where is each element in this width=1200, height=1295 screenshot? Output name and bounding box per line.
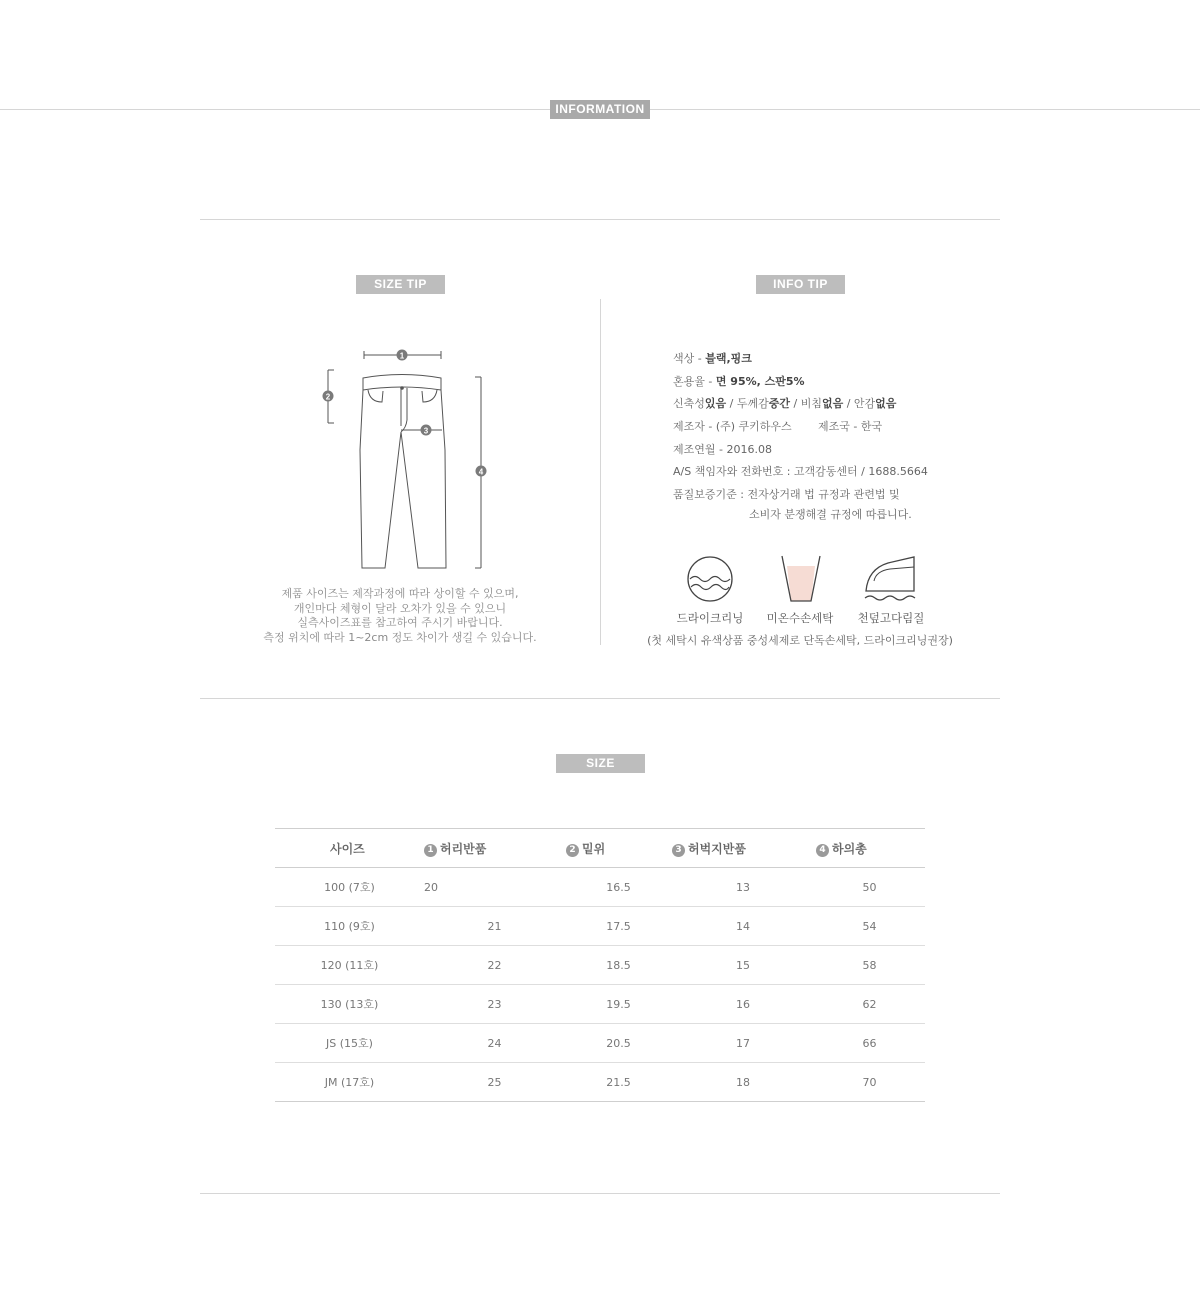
svg-text:1: 1 [399, 351, 405, 361]
cell-thigh: 18 [672, 1063, 814, 1102]
pants-diagram [300, 340, 500, 580]
info-blend: 혼용율 - 면 95%, 스판5% [673, 375, 805, 388]
care-note: (첫 세탁시 유색상품 중성세제로 단독손세탁, 드라이크리닝권장) [647, 634, 953, 647]
marker-4: 4 [816, 844, 829, 857]
cell-rise: 17.5 [565, 907, 672, 946]
section-divider-2 [200, 698, 1000, 699]
size-tip-badge: SIZE TIP [356, 275, 445, 294]
cell-length: 62 [814, 985, 925, 1024]
cell-length: 66 [814, 1024, 925, 1063]
cell-length: 58 [814, 946, 925, 985]
cell-length: 70 [814, 1063, 925, 1102]
cell-rise: 19.5 [565, 985, 672, 1024]
size-note-line: 제품 사이즈는 제작과정에 따라 상이할 수 있으며, [281, 587, 519, 600]
cell-size: 100 (7호) [275, 868, 424, 907]
table-row [275, 1063, 925, 1102]
cell-size: 110 (9호) [275, 907, 424, 946]
svg-text:2: 2 [325, 392, 331, 402]
cell-waist: 21 [424, 907, 565, 946]
header-length: 4 하의총 [814, 829, 925, 868]
size-badge: SIZE [556, 754, 645, 773]
size-table-header [275, 829, 925, 868]
cell-length: 54 [814, 907, 925, 946]
svg-text:4: 4 [478, 467, 484, 477]
cell-rise: 20.5 [565, 1024, 672, 1063]
dry-clean-icon [686, 555, 736, 605]
section-divider-1 [200, 219, 1000, 220]
size-table [275, 828, 925, 1102]
cell-waist: 22 [424, 946, 565, 985]
size-note-line: 실측사이즈표를 참고하여 주시기 바랍니다. [297, 616, 503, 629]
cell-thigh: 17 [672, 1024, 814, 1063]
table-row [275, 1024, 925, 1063]
information-badge: INFORMATION [550, 100, 650, 119]
info-maker: 제조자 - (주) 쿠키하우스 [673, 420, 792, 433]
table-row [275, 907, 925, 946]
cell-waist: 23 [424, 985, 565, 1024]
cell-size: JM (17호) [275, 1063, 424, 1102]
marker-3: 3 [672, 844, 685, 857]
info-as: A/S 책임자와 전화번호 : 고객감동센터 / 1688.5664 [673, 465, 928, 478]
cell-thigh: 14 [672, 907, 814, 946]
cell-rise: 18.5 [565, 946, 672, 985]
cell-size: 120 (11호) [275, 946, 424, 985]
care-label-hand-wash: 미온수손세탁 [766, 611, 834, 625]
cell-waist: 25 [424, 1063, 565, 1102]
bottom-divider [200, 1193, 1000, 1194]
care-label-dry-clean: 드라이크리닝 [676, 611, 744, 625]
size-note-line: 측정 위치에 따라 1~2cm 정도 차이가 생길 수 있습니다. [263, 630, 537, 644]
header-thigh: 3 허벅지반품 [672, 829, 814, 868]
column-divider [600, 299, 601, 645]
cell-waist: 24 [424, 1024, 565, 1063]
cell-length: 50 [814, 868, 925, 907]
svg-text:3: 3 [423, 426, 429, 436]
cell-size: JS (15호) [275, 1024, 424, 1063]
cell-thigh: 15 [672, 946, 814, 985]
table-row [275, 946, 925, 985]
cell-thigh: 13 [672, 868, 814, 907]
info-color: 색상 - 블랙,핑크 [673, 352, 752, 365]
info-warranty: 품질보증기준 : 전자상거래 법 규정과 관련법 및 [673, 488, 900, 501]
info-warranty-cont: 소비자 분쟁해결 규정에 따릅니다. [749, 508, 912, 521]
marker-2: 2 [566, 844, 579, 857]
info-date: 제조연월 - 2016.08 [673, 443, 772, 456]
marker-1: 1 [424, 844, 437, 857]
info-tip-badge: INFO TIP [756, 275, 845, 294]
size-note-line: 개인마다 체형이 달라 오차가 있을 수 있으니 [293, 601, 507, 615]
table-row [275, 985, 925, 1024]
cell-waist: 20 [424, 868, 565, 907]
iron-with-cloth-icon [862, 553, 918, 605]
cell-rise: 16.5 [565, 868, 672, 907]
size-note [230, 587, 570, 645]
table-row [275, 868, 925, 907]
cell-thigh: 16 [672, 985, 814, 1024]
info-country: 제조국 - 한국 [818, 420, 883, 433]
header-size: 사이즈 [275, 829, 424, 868]
info-properties: 신축성있음 / 두께감중간 / 비침없음 / 안감없음 [673, 397, 897, 410]
cell-size: 130 (13호) [275, 985, 424, 1024]
care-label-iron: 천덮고다림질 [857, 611, 925, 625]
lukewarm-hand-wash-icon [778, 553, 824, 605]
cell-rise: 21.5 [565, 1063, 672, 1102]
header-rise: 2 밑위 [565, 829, 672, 868]
header-waist: 1 허리반품 [424, 829, 565, 868]
